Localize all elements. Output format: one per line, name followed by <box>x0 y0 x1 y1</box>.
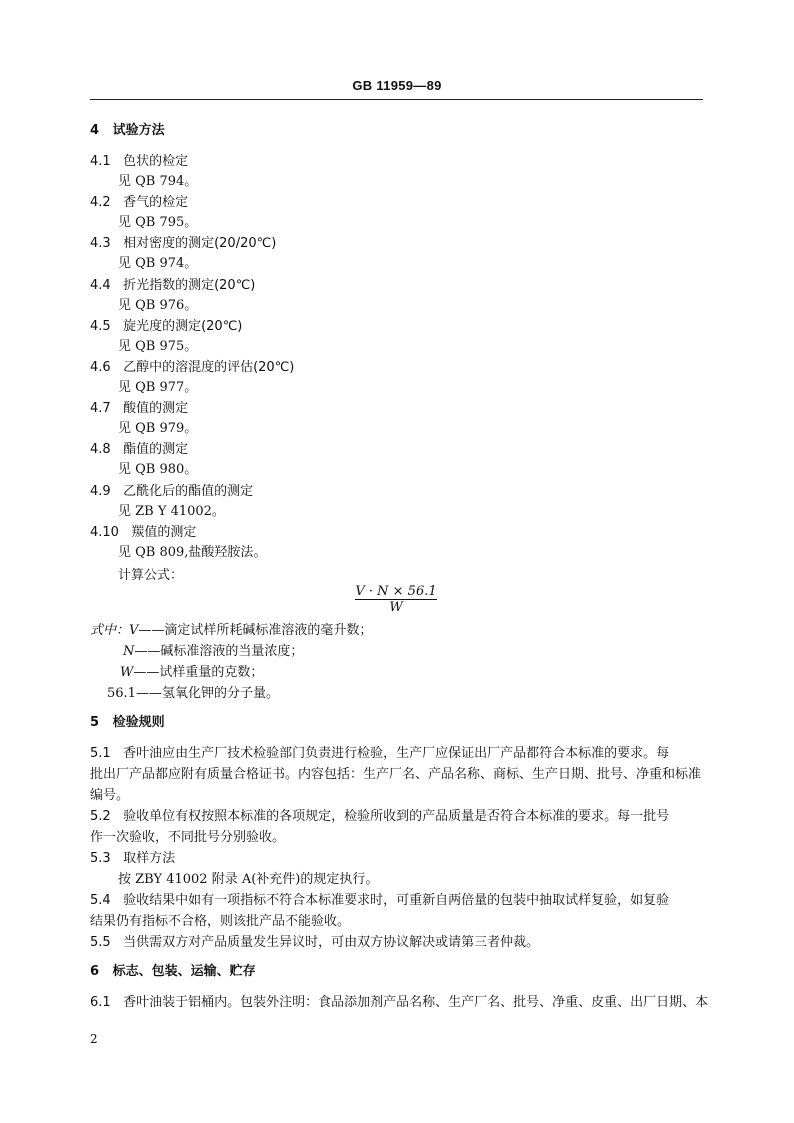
item-4-9-text: 见 ZB Y 41002。 <box>118 504 225 519</box>
item-4-4-heading <box>90 277 255 294</box>
para-5-1-text-1: 香叶油应由生产厂技术检验部门负责进行检验，生产厂应保证出厂产品都符合本标准的要求。每 <box>123 746 670 761</box>
para-5-3-number: 5.3 <box>90 851 111 866</box>
section-4-heading <box>90 122 165 139</box>
where-line-3 <box>120 664 263 681</box>
where-sym-3: W <box>120 665 134 680</box>
item-4-1-title: 色状的检定 <box>123 154 189 169</box>
formula-denominator: W <box>389 600 403 615</box>
item-4-10-title: 羰值的测定 <box>131 525 197 540</box>
item-4-6-text: 见 QB 977。 <box>118 380 198 395</box>
section-4-number: 4 <box>90 123 100 138</box>
section-6-title: 标志、包装、运输、贮存 <box>112 964 256 979</box>
item-4-5-title: 旋光度的测定(20℃) <box>123 319 243 334</box>
formula-numerator: V · N × 56.1 <box>355 584 437 599</box>
para-6-1-line-1 <box>90 994 708 1011</box>
item-4-3-text: 见 QB 974。 <box>118 256 198 271</box>
item-4-10-heading <box>90 524 196 541</box>
item-4-8-heading <box>90 441 188 458</box>
para-5-1-line-3: 编号。 <box>90 788 130 803</box>
section-5-number: 5 <box>90 715 100 730</box>
para-5-3-title: 取样方法 <box>123 851 176 866</box>
item-4-6-heading <box>90 359 294 376</box>
para-5-2-text-1: 验收单位有权按照本标准的各项规定，检验所收到的产品质量是否符合本标准的要求。每一批号 <box>123 809 670 824</box>
item-4-8-title: 酯值的测定 <box>123 442 189 457</box>
header-rule <box>90 99 703 100</box>
item-4-3-title: 相对密度的测定(20/20℃) <box>123 236 277 251</box>
item-4-4-title: 折光指数的测定(20℃) <box>123 278 256 293</box>
item-4-2-heading <box>90 194 188 211</box>
item-4-3-heading <box>90 235 276 252</box>
para-5-1-number: 5.1 <box>90 746 111 761</box>
para-5-2-line-1 <box>90 808 669 825</box>
section-6-number: 6 <box>90 964 100 979</box>
where-sym-4: 56.1 <box>107 686 136 701</box>
page-header-code: GB 11959—89 <box>352 78 442 93</box>
item-4-5-heading <box>90 318 242 335</box>
where-desc-4: ——氢氧化钾的分子量。 <box>135 686 279 701</box>
item-4-10-text: 见 QB 809,盐酸羟胺法。 <box>118 545 267 560</box>
calc-label: 计算公式： <box>118 568 184 583</box>
item-4-3-number: 4.3 <box>90 236 111 251</box>
para-5-3-text: 按 ZBY 41002 附录 A(补充件)的规定执行。 <box>118 872 379 887</box>
item-4-2-number: 4.2 <box>90 195 111 210</box>
item-4-8-text: 见 QB 980。 <box>118 462 198 477</box>
item-4-9-heading <box>90 483 253 500</box>
para-5-2-number: 5.2 <box>90 809 111 824</box>
para-5-5-text-1: 当供需双方对产品质量发生异议时，可由双方协议解决或请第三者仲裁。 <box>123 935 540 950</box>
para-6-1-number: 6.1 <box>90 995 111 1010</box>
where-line-2 <box>123 643 303 660</box>
item-4-8-number: 4.8 <box>90 442 111 457</box>
item-4-7-title: 酸值的测定 <box>123 401 189 416</box>
para-5-4-line-2: 结果仍有指标不合格，则该批产品不能验收。 <box>90 914 351 929</box>
item-4-6-title: 乙醇中的溶混度的评估(20℃) <box>123 360 295 375</box>
item-4-2-text: 见 QB 795。 <box>118 215 198 230</box>
para-5-2-line-2: 作一次验收，不同批号分别验收。 <box>90 830 286 845</box>
page-number: 2 <box>90 1032 98 1046</box>
section-6-heading <box>90 963 256 980</box>
para-5-5-line-1 <box>90 934 539 951</box>
para-5-4-line-1 <box>90 892 669 909</box>
item-4-1-text: 见 QB 794。 <box>118 174 198 189</box>
where-desc-2: ——碱标准溶液的当量浓度； <box>134 644 304 659</box>
para-5-1-line-2: 批出厂产品都应附有质量合格证书。内容包括：生产厂名、产品名称、商标、生产日期、批号、净重和标准 <box>90 767 702 782</box>
item-4-7-number: 4.7 <box>90 401 111 416</box>
item-4-5-number: 4.5 <box>90 319 111 334</box>
section-5-heading <box>90 714 165 731</box>
item-4-2-title: 香气的检定 <box>123 195 189 210</box>
para-5-3-heading <box>90 850 175 867</box>
para-5-5-number: 5.5 <box>90 935 111 950</box>
para-5-1-line-1 <box>90 745 669 762</box>
item-4-1-number: 4.1 <box>90 154 111 169</box>
item-4-6-number: 4.6 <box>90 360 111 375</box>
where-desc-3: ——试样重量的克数； <box>133 665 264 680</box>
section-5-title: 检验规则 <box>112 715 165 730</box>
where-line-1 <box>90 622 372 639</box>
section-4-title: 试验方法 <box>112 123 165 138</box>
item-4-4-number: 4.4 <box>90 278 111 293</box>
where-desc-1: ——滴定试样所耗碱标准溶液的毫升数； <box>138 623 373 638</box>
item-4-1-heading <box>90 153 188 170</box>
para-5-4-text-1: 验收结果中如有一项指标不符合本标准要求时，可重新自两倍量的包装中抽取试样复验，如复验 <box>123 893 670 908</box>
item-4-9-title: 乙酰化后的酯值的测定 <box>123 484 254 499</box>
item-4-10-number: 4.10 <box>90 525 119 540</box>
item-4-7-text: 见 QB 979。 <box>118 421 198 436</box>
where-line-4 <box>107 685 279 702</box>
para-6-1-text-1: 香叶油装于铝桶内。包装外注明：食品添加剂产品名称、生产厂名、批号、净重、皮重、出厂日期、本 <box>123 995 709 1010</box>
para-5-4-number: 5.4 <box>90 893 111 908</box>
item-4-4-text: 见 QB 976。 <box>118 298 198 313</box>
where-sym-1: 式中：V <box>90 623 139 638</box>
where-sym-2: N <box>123 644 135 659</box>
item-4-9-number: 4.9 <box>90 484 111 499</box>
item-4-7-heading <box>90 400 188 417</box>
item-4-5-text: 见 QB 975。 <box>118 339 198 354</box>
